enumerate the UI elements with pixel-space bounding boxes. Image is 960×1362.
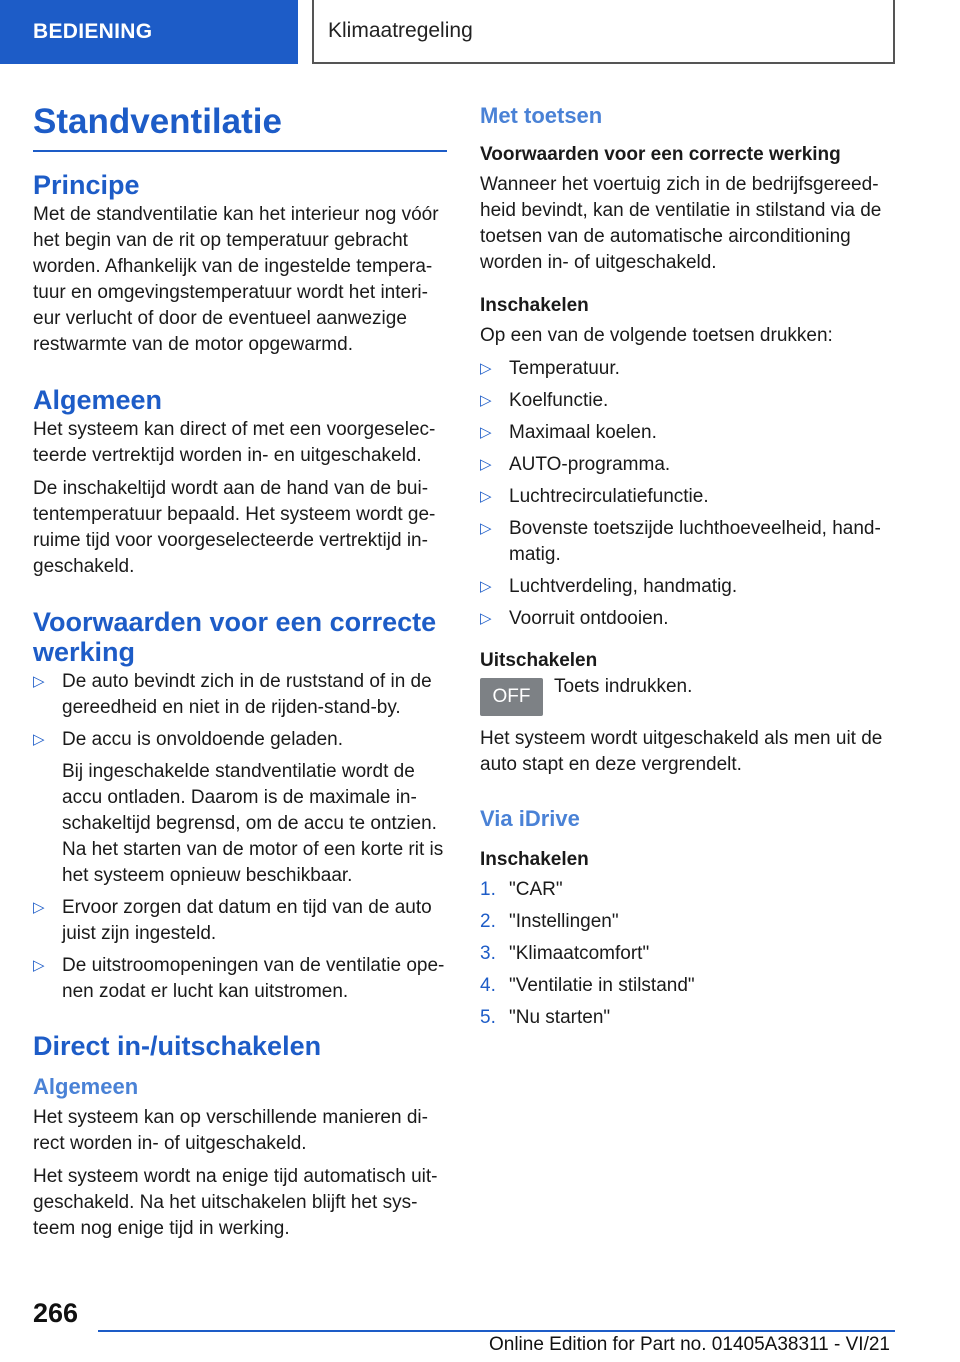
- inschakelen-heading: Inschakelen: [480, 295, 589, 316]
- triangle-bullet-icon: ▷: [480, 520, 492, 537]
- voorwaarden-list: [33, 669, 447, 1005]
- title-rule: [33, 150, 447, 152]
- uitschakelen-heading: Uitschakelen: [480, 650, 598, 671]
- idrive-heading: Via iDrive: [480, 806, 580, 831]
- triangle-bullet-icon: ▷: [480, 424, 492, 441]
- algemeen-text-1: Het systeem kan direct of met een voorgeselec-teerde vertrektijd worden in- en uitgeschakeld.: [33, 419, 436, 466]
- list-item: ▷ Ervoor zorgen dat datum en tijd van de auto juist zijn ingesteld.: [33, 897, 432, 944]
- footer-edition: Online Edition for Part no. 01405A38311 - VI/21: [488, 1334, 890, 1355]
- list-item: 5. "Nu starten": [480, 1007, 611, 1028]
- algemeen-heading: Algemeen: [33, 385, 163, 415]
- list-item: ▷ Bovenste toetszijde luchthoeveelheid, hand-matig.: [480, 518, 881, 565]
- list-item: ▷ Luchtverdeling, handmatig.: [480, 574, 900, 600]
- list-item: ▷ Koelfunctie.: [480, 388, 900, 414]
- triangle-bullet-icon: ▷: [33, 957, 45, 974]
- direct-text-1: Het systeem kan op verschillende manieren di-rect worden in- of uitgeschakeld.: [33, 1107, 428, 1154]
- list-item: ▷ Temperatuur.: [480, 356, 900, 382]
- footer-rule: [98, 1330, 895, 1332]
- list-item: ▷ Maximaal koelen.: [480, 420, 900, 446]
- list-item: 2. "Instellingen": [480, 911, 619, 932]
- triangle-bullet-icon: ▷: [480, 360, 492, 377]
- triangle-bullet-icon: ▷: [480, 488, 492, 505]
- met-toetsen-heading: Met toetsen: [480, 103, 603, 128]
- triangle-bullet-icon: ▷: [33, 731, 45, 748]
- battery-note: Bij ingeschakelde standventilatie wordt de accu ontladen. Daarom is de maximale in-schakeltijd begrensd, om de accu te ontzien. Na het starten van de motor of een korte rit is het systeem opnieuw beschikbaar.: [62, 761, 444, 886]
- triangle-bullet-icon: ▷: [480, 578, 492, 595]
- list-item: ▷ De uitstroomopeningen van de ventilatie ope-nen zodat er lucht kan uitstromen.: [33, 955, 445, 1002]
- direct-text-2: Het systeem wordt na enige tijd automatisch uit-geschakeld. Na het uitschakelen blijft het sys-teem nog enige tijd in werking.: [33, 1166, 438, 1239]
- idrive-inschakelen-heading: Inschakelen: [480, 849, 589, 870]
- list-item: ▷ Voorruit ontdooien.: [480, 606, 900, 632]
- off-instruction-text: Toets indrukken.: [554, 676, 693, 697]
- chapter-title: Klimaatregeling: [312, 0, 895, 64]
- triangle-bullet-icon: ▷: [33, 673, 45, 690]
- right-column: [480, 96, 900, 1037]
- principe-text: Met de standventilatie kan het interieur nog vóór het begin van de rit op temperatuur gebracht worden. Afhankelijk van de ingestelde tempera-tuur en omgevingstemperatuur wordt het interi-eur verlucht of door de eventueel aanwezige restwarmte van de motor opgewarmd.: [33, 204, 439, 355]
- section-tab: BEDIENING: [0, 0, 298, 64]
- triangle-bullet-icon: ▷: [480, 392, 492, 409]
- triangle-bullet-icon: ▷: [480, 610, 492, 627]
- list-item: ▷ De auto bevindt zich in de ruststand of in de gereedheid en niet in de rijden-stand-by.: [33, 671, 432, 718]
- page-title: Standventilatie: [33, 102, 282, 141]
- list-item: ▷ Luchtrecirculatiefunctie.: [480, 484, 900, 510]
- off-button-icon: OFF: [480, 678, 543, 716]
- direct-heading: Direct in-/uitschakelen: [33, 1031, 322, 1061]
- left-column: [33, 96, 447, 1249]
- direct-algemeen-heading: Algemeen: [33, 1074, 139, 1099]
- uitschakelen-text: Het systeem wordt uitgeschakeld als men uit de auto stapt en deze vergrendelt.: [480, 728, 883, 775]
- algemeen-text-2: De inschakeltijd wordt aan de hand van de bui-tentemperatuur bepaald. Het systeem wordt ge-ruime tijd voor voorgeselecteerde vertrektijd in-geschakeld.: [33, 478, 436, 577]
- triangle-bullet-icon: ▷: [480, 456, 492, 473]
- voorwaarden-heading: Voorwaarden voor een correcte werking: [33, 607, 437, 667]
- list-item: 3. "Klimaatcomfort": [480, 943, 650, 964]
- idrive-steps: [480, 877, 900, 1031]
- page-number: 266: [33, 1298, 79, 1328]
- list-item: 4. "Ventilatie in stilstand": [480, 975, 695, 996]
- inschakelen-intro: Op een van de volgende toetsen drukken:: [480, 325, 833, 346]
- toetsen-voorwaarden-heading: Voorwaarden voor een correcte werking: [480, 144, 841, 165]
- keys-list: [480, 356, 900, 632]
- list-item: 1. "CAR": [480, 879, 563, 900]
- off-instruction: [480, 678, 900, 716]
- principe-heading: Principe: [33, 170, 140, 200]
- triangle-bullet-icon: ▷: [33, 899, 45, 916]
- list-item: ▷ De accu is onvoldoende geladen. Bij ingeschakelde standventilatie wordt de accu ontladen. Daarom is de maximale in-schakeltijd begrensd, om de accu te ontzien. Na het starten van de motor of een korte rit is het systeem opnieuw beschikbaar.: [33, 727, 447, 889]
- list-item: ▷ AUTO-programma.: [480, 452, 900, 478]
- toetsen-voorwaarden-text: Wanneer het voertuig zich in de bedrijfsgereed-heid bevindt, kan de ventilatie in stilstand via de toetsen van de automatische airconditioning worden in- of uitgeschakeld.: [480, 174, 882, 273]
